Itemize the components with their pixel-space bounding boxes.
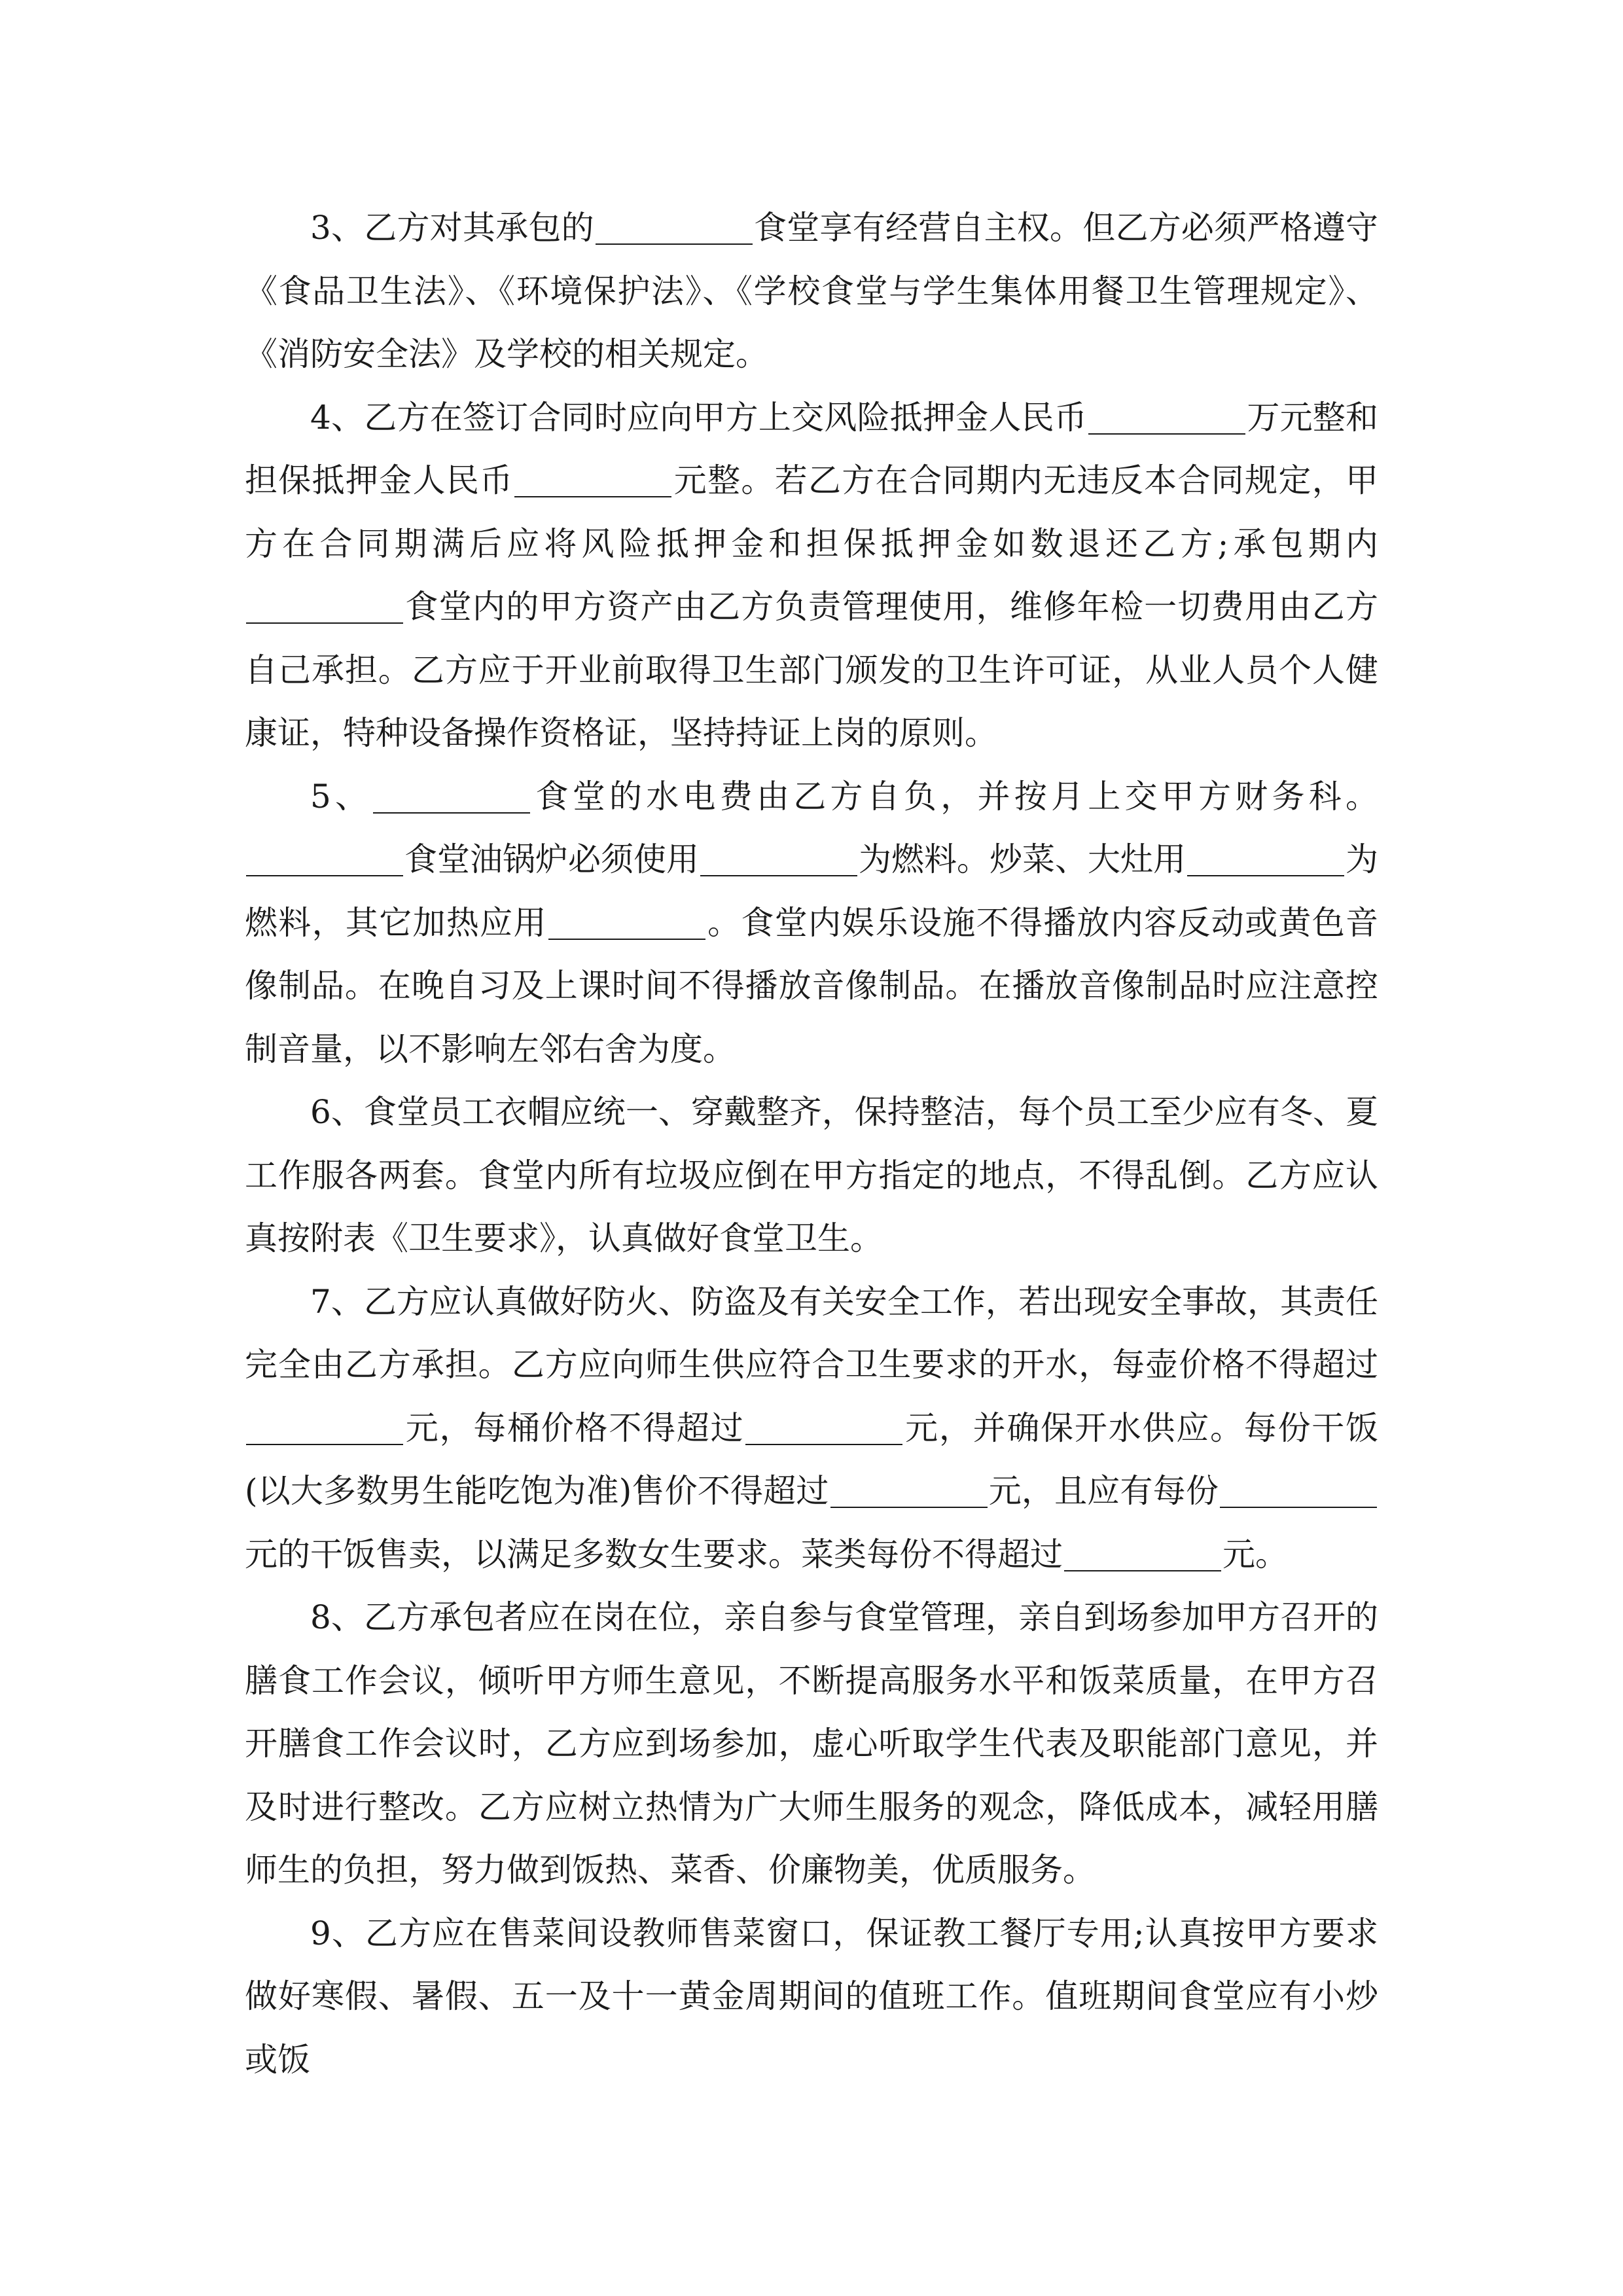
paragraph-text: 元整。若乙方在合同期内无违反本合同规定，甲方在合同期满后应将风险抵押金和担保抵押金如数退还乙方;承包期内 [245, 461, 1379, 563]
fill-in-blank [246, 590, 403, 624]
fill-in-blank [596, 211, 753, 245]
document-page [245, 196, 1378, 2091]
paragraph-text: 为燃料。炒菜、大灶用 [859, 840, 1186, 878]
paragraph-text: 。食堂内娱乐设施不得播放内容反动或黄色音像制品。在晚自习及上课时间不得播放音像制品。在播放音像制品时应注意控制音量，以不影响左邻右舍为度。 [245, 903, 1379, 1068]
paragraph-clause-7 [245, 1270, 1378, 1587]
paragraph-text: 为燃料，其它加热应用 [245, 840, 1378, 942]
fill-in-blank [1088, 401, 1245, 435]
paragraph-text: 食堂油锅炉必须使用 [404, 840, 699, 878]
paragraph-text: 元，并确保开水供应。每份干饭(以大多数男生能吃饱为准)售价不得超过 [245, 1408, 1379, 1510]
paragraph-text: 元的干饭售卖，以满足多数女生要求。菜类每份不得超过 [245, 1535, 1063, 1573]
paragraph-clause-8 [245, 1586, 1378, 1902]
fill-in-blank [1220, 1474, 1377, 1508]
paragraph-text: 元，每桶价格不得超过 [404, 1408, 745, 1447]
fill-in-blank [246, 1411, 403, 1445]
paragraph-text: 元，且应有每份 [988, 1472, 1219, 1510]
paragraph-text: 3、乙方对其承包的 [310, 209, 594, 247]
paragraph-text: 5、 [310, 777, 372, 816]
paragraph-text: 食堂享有经营自主权。但乙方必须严格遵守《食品卫生法》、《环境保护法》、《学校食堂与学生集体用餐卫生管理规定》、《消防安全法》及学校的相关规定。 [245, 209, 1379, 373]
fill-in-blank [514, 463, 671, 497]
paragraph-text: 8、乙方承包者应在岗在位，亲自参与食堂管理，亲自到场参加甲方召开的膳食工作会议，倾听甲方师生意见，不断提高服务水平和饭菜质量，在甲方召开膳食工作会议时，乙方应到场参加，虚心听取学生代表及职能部门意见，并及时进行整改。乙方应树立热情为广大师生服务的观念，降低成本，减轻用膳师生的负担，努力做到饭热、菜香、价廉物美，优质服务。 [245, 1598, 1378, 1889]
fill-in-blank [700, 842, 857, 876]
fill-in-blank [373, 780, 530, 814]
fill-in-blank [246, 842, 403, 876]
paragraph-text: 元。 [1222, 1535, 1288, 1573]
fill-in-blank [745, 1411, 902, 1445]
paragraph-clause-5 [245, 765, 1378, 1081]
fill-in-blank [1064, 1537, 1221, 1571]
paragraph-text: 4、乙方在签订合同时应向甲方上交风险抵押金人民币 [310, 398, 1088, 437]
paragraph-text: 食堂内的甲方资产由乙方负责管理使用，维修年检一切费用由乙方自己承担。乙方应于开业前取得卫生部门颁发的卫生许可证，从业人员个人健康证，特种设备操作资格证，坚持持证上岗的原则。 [245, 588, 1378, 752]
paragraph-text: 6、食堂员工衣帽应统一、穿戴整齐，保持整洁，每个员工至少应有冬、夏工作服各两套。食堂内所有垃圾应倒在甲方指定的地点，不得乱倒。乙方应认真按附表《卫生要求》，认真做好食堂卫生。 [245, 1093, 1378, 1257]
paragraph-clause-4 [245, 386, 1378, 765]
paragraph-text: 9、乙方应在售菜间设教师售菜窗口，保证教工餐厅专用;认真按甲方要求做好寒假、暑假、五一及十一黄金周期间的值班工作。值班期间食堂应有小炒或饭 [245, 1914, 1378, 2079]
paragraph-clause-6 [245, 1081, 1378, 1270]
paragraph-clause-3 [245, 196, 1378, 386]
fill-in-blank [830, 1474, 988, 1508]
paragraph-text: 万元整和担保抵押金人民币 [245, 398, 1379, 499]
fill-in-blank [1187, 842, 1344, 876]
paragraph-clause-9 [245, 1902, 1378, 2092]
paragraph-text: 7、乙方应认真做好防火、防盗及有关安全工作，若出现安全事故，其责任完全由乙方承担。乙方应向师生供应符合卫生要求的开水，每壶价格不得超过 [245, 1282, 1378, 1384]
paragraph-text: 食堂的水电费由乙方自负，并按月上交甲方财务科。 [531, 777, 1379, 816]
fill-in-blank [548, 906, 705, 940]
